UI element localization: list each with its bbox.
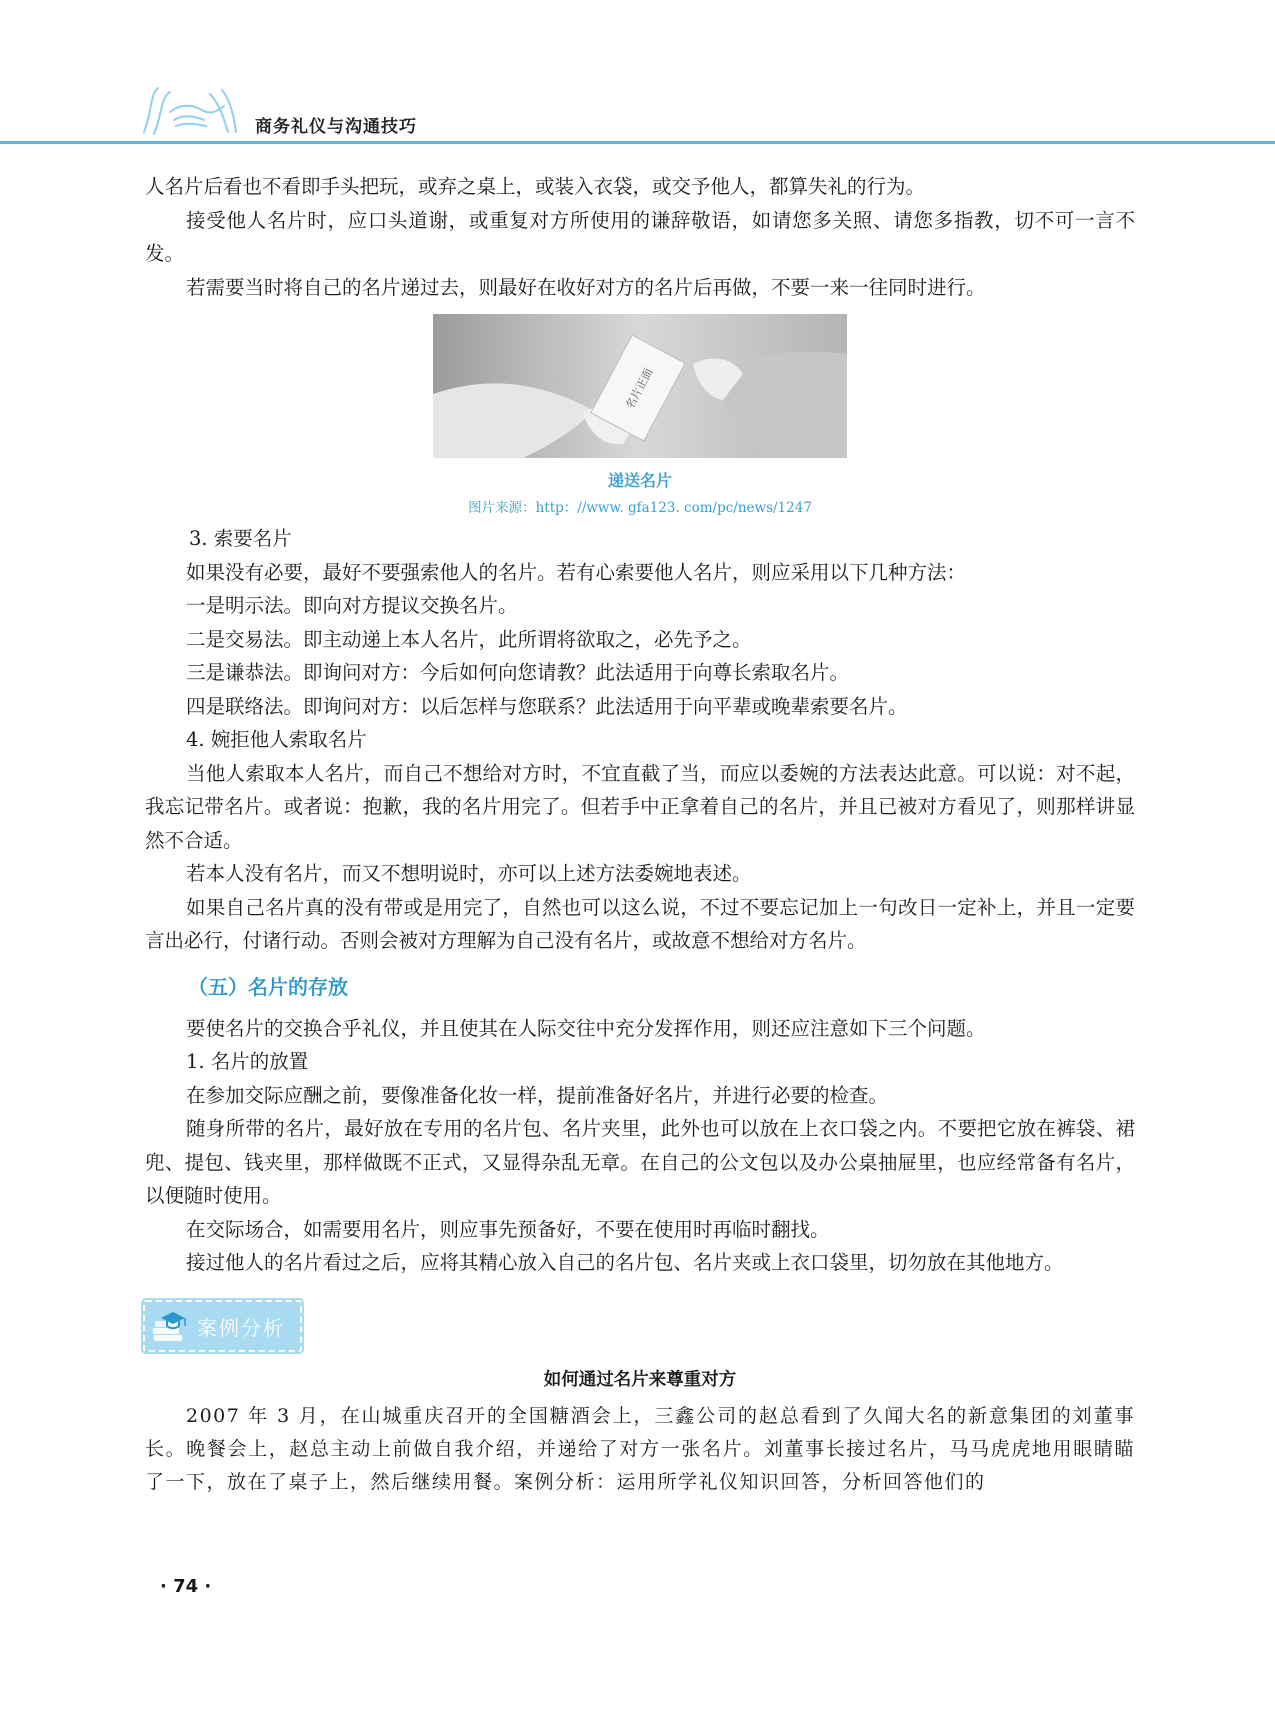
card-text: 名片正面 [623,366,656,412]
paragraph: 二是交易法。即主动递上本人名片，此所谓将欲取之，必先予之。 [186,627,752,651]
books-icon [151,1308,191,1344]
subheading: 3. 索要名片 [189,527,292,550]
header-divider [0,141,1275,144]
page-header [0,0,1275,145]
paragraph: 三是谦恭法。即询问对方：今后如何向您请教？此法适用于向尊长索取名片。 [186,661,850,684]
paragraph: 随身所带的名片，最好放在专用的名片包、名片夹里，此外也可以放在上衣口袋之内。不要把它放在裤袋、裙兜、提包、钱夹里，那样做既不正式，又显得杂乱无章。在自己的公文包以及办公桌抽屉里，也应经常备有名片，以便随时使用。 [145,1117,1135,1207]
page-number: · 74 · [160,1576,212,1597]
paragraph: 若本人没有名片，而又不想明说时，亦可以上述方法委婉地表述。 [186,862,752,885]
business-card-photo [433,314,847,458]
case-text: 2007 年 3 月，在山城重庆召开的全国糖酒会上，三鑫公司的赵总看到了久闻大名的新意集团的刘董事长。晚餐会上，赵总主动上前做自我介绍，并递给了对方一张名片。刘董事长接过名片，马马虎虎地用眼睛瞄了一下，放在了桌子上，然后继续用餐。案例分析：运用所学礼仪知识回答，分析回答他们的 [145,1404,1135,1493]
paragraph: 要使名片的交换合乎礼仪，并且使其在人际交往中充分发挥作用，则还应注意如下三个问题。 [186,1016,986,1040]
paragraph: 当他人索取本人名片，而自己不想给对方时，不宜直截了当，而应以委婉的方法表达此意。可以说：对不起，我忘记带名片。或者说：抱歉，我的名片用完了。但若手中正拿着自己的名片，并且已被对方看见了，则那样讲显然不合适。 [145,761,1135,852]
figure-source: 图片来源：http：//www. gfa123. com/pc/news/1247 [468,500,812,516]
paragraph: 四是联络法。即询问对方：以后怎样与您联系？此法适用于向平辈或晚辈索要名片。 [186,694,908,718]
paragraph: 人名片后看也不看即手头把玩，或弃之桌上，或装入衣袋，或交予他人，都算失礼的行为。 [145,175,926,198]
handshake-icon [140,82,240,138]
case-analysis-badge [143,1300,302,1352]
paragraph: 若需要当时将自己的名片递过去，则最好在收好对方的名片后再做，不要一来一往同时进行。 [186,275,986,299]
figure-caption: 递送名片 [607,471,672,490]
book-title: 商务礼仪与沟通技巧 [255,117,417,137]
subheading: 4. 婉拒他人索取名片 [186,728,367,751]
paragraph: 在交际场合，如需要用名片，则应事先预备好，不要在使用时再临时翻找。 [186,1217,830,1241]
case-title: 如何通过名片来尊重对方 [543,1369,737,1390]
paragraph: 一是明示法。即向对方提议交换名片。 [186,594,518,617]
figure [145,314,1135,518]
case-analysis-label: 案例分析 [197,1315,285,1340]
paragraph: 接过他人的名片看过之后，应将其精心放入自己的名片包、名片夹或上衣口袋里，切勿放在其他地方。 [186,1251,1064,1274]
page-content [145,170,1135,1499]
paragraph: 如果自己名片真的没有带或是用完了，自然也可以这么说，不过不要忘记加上一句改日一定补上，并且一定要言出必行，付诸行动。否则会被对方理解为自己没有名片，或故意不想给对方名片。 [145,895,1135,952]
subheading: 1. 名片的放置 [186,1050,309,1073]
paragraph: 如果没有必要，最好不要强索他人的名片。若有心索要他人名片，则应采用以下几种方法： [186,560,967,584]
section-heading: （五）名片的存放 [188,974,348,999]
paragraph: 接受他人名片时，应口头道谢，或重复对方所使用的谦辞敬语，如请您多关照、请您多指教，切不可一言不发。 [145,208,1135,265]
paragraph: 在参加交际应酬之前，要像准备化妆一样，提前准备好名片，并进行必要的检查。 [186,1083,889,1107]
